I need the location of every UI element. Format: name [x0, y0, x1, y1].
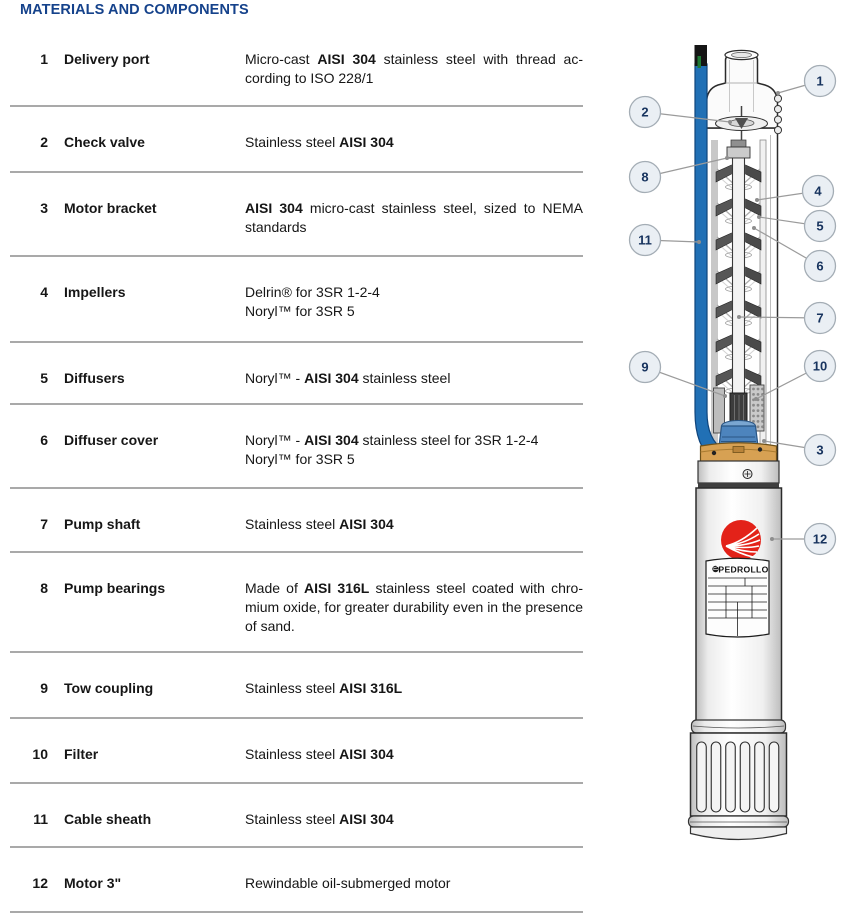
component-name: Tow coupling	[64, 680, 154, 696]
row-number: 8	[40, 580, 48, 596]
table-row-1	[10, 36, 583, 107]
component-description: Stainless steel AISI 316L	[245, 680, 403, 696]
table-row-8	[10, 553, 583, 653]
pump-bearing-top	[727, 147, 750, 158]
component-name: Cable sheath	[64, 811, 152, 827]
row-number: 1	[40, 51, 48, 67]
row-number: 9	[40, 680, 48, 696]
component-description: Noryl™ - AISI 304 stainless steel for 3SR 1-2-4 Noryl™ for 3SR 5	[245, 432, 539, 467]
component-name: Check valve	[64, 134, 145, 150]
component-name: Motor bracket	[64, 200, 157, 216]
component-name: Delivery port	[64, 51, 150, 67]
component-description: Made of AISI 316L stainless steel coated with chromium oxide, for greater durability even in the presence of sand.	[245, 580, 583, 634]
callout-number: 8	[641, 169, 649, 185]
component-name: Motor 3"	[64, 875, 122, 891]
brand-name: PEDROLLO	[718, 564, 769, 575]
table-row-7	[10, 489, 583, 553]
callout-number: 2	[641, 104, 649, 120]
component-description: Stainless steel AISI 304	[245, 134, 394, 150]
callout-number: 5	[816, 218, 824, 234]
callout-number: 9	[641, 359, 649, 375]
row-number: 12	[32, 875, 48, 891]
bottom-cap	[689, 720, 789, 840]
table-row-9	[10, 653, 583, 719]
table-row-10	[10, 719, 583, 784]
component-description: Stainless steel AISI 304	[245, 811, 394, 827]
row-number: 5	[40, 370, 48, 386]
brand-logo	[721, 520, 761, 560]
row-number: 3	[40, 200, 48, 216]
callout-number: 6	[816, 258, 824, 274]
component-description: Noryl™ - AISI 304 stainless steel	[245, 370, 451, 386]
component-description: Rewindable oil-submerged motor	[245, 875, 451, 891]
callout-number: 1	[816, 73, 824, 89]
component-name: Diffusers	[64, 370, 125, 386]
callout-number: 10	[812, 358, 828, 374]
callout-number: 11	[638, 232, 652, 248]
component-description: Micro-cast AISI 304 stainless steel with thread according to ISO 228/1	[245, 51, 584, 86]
row-number: 7	[40, 516, 48, 532]
component-name: Impellers	[64, 284, 126, 300]
callout-number: 4	[814, 183, 822, 199]
table-row-3	[10, 173, 583, 257]
pump-diagram	[600, 30, 855, 890]
table-row-6	[10, 405, 583, 489]
component-name: Pump shaft	[64, 516, 141, 532]
motor	[696, 461, 782, 722]
table-row-4	[10, 257, 583, 343]
pump-illustration	[600, 30, 855, 890]
row-number: 4	[40, 284, 48, 300]
callout-1	[776, 66, 836, 97]
materials-table	[10, 36, 583, 913]
component-description: AISI 304 micro-cast stainless steel, sized to NEMA standards	[245, 200, 583, 235]
table-row-11	[10, 784, 583, 848]
callout-number: 12	[812, 531, 828, 547]
callout-number: 7	[816, 310, 824, 326]
table-row-5	[10, 343, 583, 405]
component-description: Delrin® for 3SR 1-2-4 Noryl™ for 3SR 5	[245, 284, 380, 319]
row-number: 10	[32, 746, 48, 762]
component-description: Stainless steel AISI 304	[245, 516, 394, 532]
nameplate	[706, 558, 769, 637]
component-description: Stainless steel AISI 304	[245, 746, 394, 762]
callout-11	[630, 225, 702, 256]
page-title: MATERIALS AND COMPONENTS	[20, 2, 249, 18]
component-name: Diffuser cover	[64, 432, 159, 448]
row-number: 11	[33, 811, 48, 827]
callout-number: 3	[816, 442, 824, 458]
component-name: Pump bearings	[64, 580, 166, 596]
table-row-2	[10, 107, 583, 173]
table-row-12	[10, 848, 583, 913]
row-number: 2	[40, 134, 48, 150]
component-name: Filter	[64, 746, 99, 762]
row-number: 6	[40, 432, 48, 448]
